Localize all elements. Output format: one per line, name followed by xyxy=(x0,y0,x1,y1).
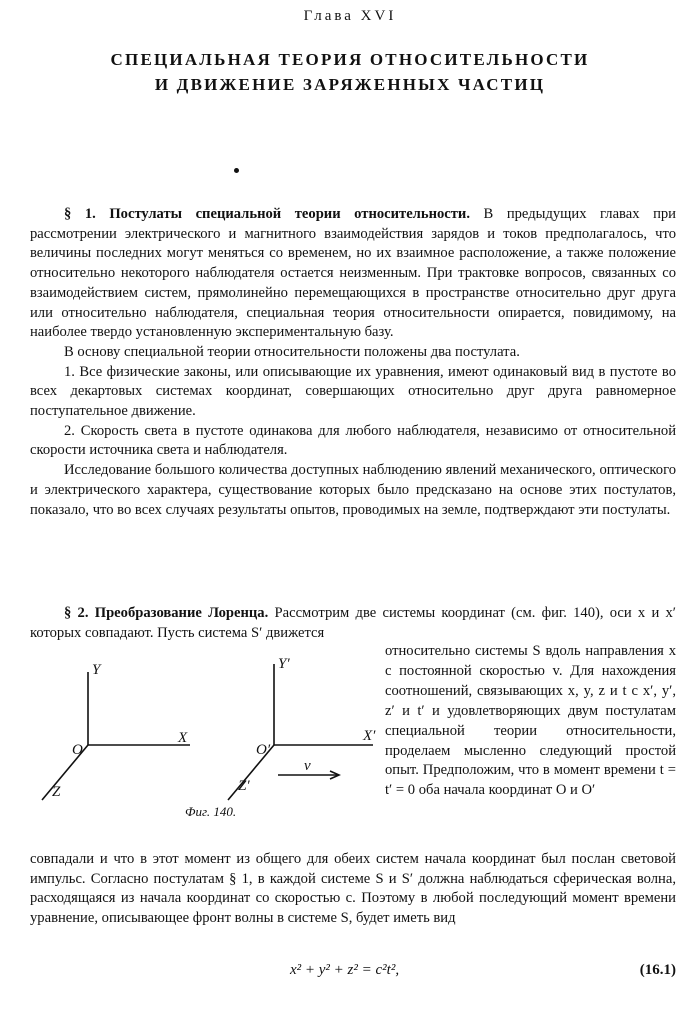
label-velocity: v xyxy=(304,758,311,774)
section-2-paragraph-1 xyxy=(30,604,676,643)
label-z: Z xyxy=(52,784,61,800)
label-origin: O xyxy=(72,742,83,758)
postulate-1: 1. Все физические законы, или описывающие их уравнения, имеют одинаковый вид в пустоте во всех декартовых системах координат, совершающих относительно друг друга равномерное поступательное движение. xyxy=(30,363,676,420)
label-x2: X′ xyxy=(363,728,376,744)
chapter-title-line-2: И ДВИЖЕНИЕ ЗАРЯЖЕННЫХ ЧАСТИЦ xyxy=(154,75,546,94)
section-1-text-1: В предыдущих главах при рассмотрении электрического и магнитного взаимодействия зарядов и токов предполагалось, что величины последних могут меняться со временем, но их взаимное расположение, а также положение относительно некоторого наблюдателя остается неизменным. При трактовке вопросов, связанных со взаимодействием систем, прямолинейно перемещающихся в пространстве относительно друг друга или относительно наблюдателя, специальная теория относительности опирается, повидимому, на наиболее твердо установленную экспериментальную базу. xyxy=(30,206,676,341)
section-1-paragraph-5: Исследование большого количества доступных наблюдению явлений механического, оптического и электрического характера, существование которых было предсказано на основе этих постулатов, показало, что во всех случаях результаты опытов, проводимых на земле, подтверждают эти постулаты. xyxy=(30,462,676,518)
chapter-title-line-1: СПЕЦИАЛЬНАЯ ТЕОРИЯ ОТНОСИТЕЛЬНОСТИ xyxy=(110,50,590,69)
coordinate-systems-diagram xyxy=(28,650,378,830)
label-y2: Y′ xyxy=(278,656,290,672)
section-2-side-text: относительно системы S вдоль направления x с постоянной скоростью v. Для нахождения соотношений, связывающих x, y, z и t с x′, y′, z′ и t′ и удовлетворяющих двум постулатам специальной теории относительности, проделаем мысленно следующий простой опыт. Предположим, что в момент времени t = t′ = 0 оба начала координат O и O′ xyxy=(385,643,676,799)
equation-number: (16.1) xyxy=(639,962,676,978)
chapter-title xyxy=(0,47,700,97)
section-1-paragraph-2: В основу специальной теории относительности положены два постулата. xyxy=(64,343,520,360)
section-2-paragraph-2: совпадали и что в этот момент из общего для обеих систем начала координат был послан световой импульс. Согласно постулатам § 1, в каждой системе S и S′ должна наблюдаться сферическая волна, расходящаяся из начала координат со скоростью c. Поэтому в любой последующий момент времени уравнение, описывающее фронт волны в системе S, будет иметь вид xyxy=(30,851,676,927)
label-y: Y xyxy=(92,662,101,678)
postulate-2: 2. Скорость света в пустоте одинакова для любого наблюдателя, независимо от относительной скорости источника света и наблюдателя. xyxy=(30,422,676,459)
label-z2: Z′ xyxy=(238,778,250,794)
section-1-paragraph-1 xyxy=(30,205,676,343)
figure-140 xyxy=(28,650,378,830)
section-1-heading: § 1. Постулаты специальной теории относительности. xyxy=(64,206,470,222)
section-1 xyxy=(30,205,676,520)
label-x: X xyxy=(178,730,188,746)
section-2-heading: § 2. Преобразование Лоренца. xyxy=(64,605,269,621)
section-2-text-1: Рассмотрим две системы координат (см. фиг. 140), оси x и x′ которых совпадают. Пусть система S′ движется xyxy=(30,605,676,641)
chapter-label: Глава XVI xyxy=(303,8,397,24)
section-2 xyxy=(30,604,676,643)
equation-16-1: x² + y² + z² = c²t², xyxy=(290,962,400,978)
stray-dot xyxy=(234,168,239,173)
section-2-continued xyxy=(30,850,676,929)
label-origin2: O′ xyxy=(256,742,271,758)
figure-caption: Фиг. 140. xyxy=(185,804,237,819)
